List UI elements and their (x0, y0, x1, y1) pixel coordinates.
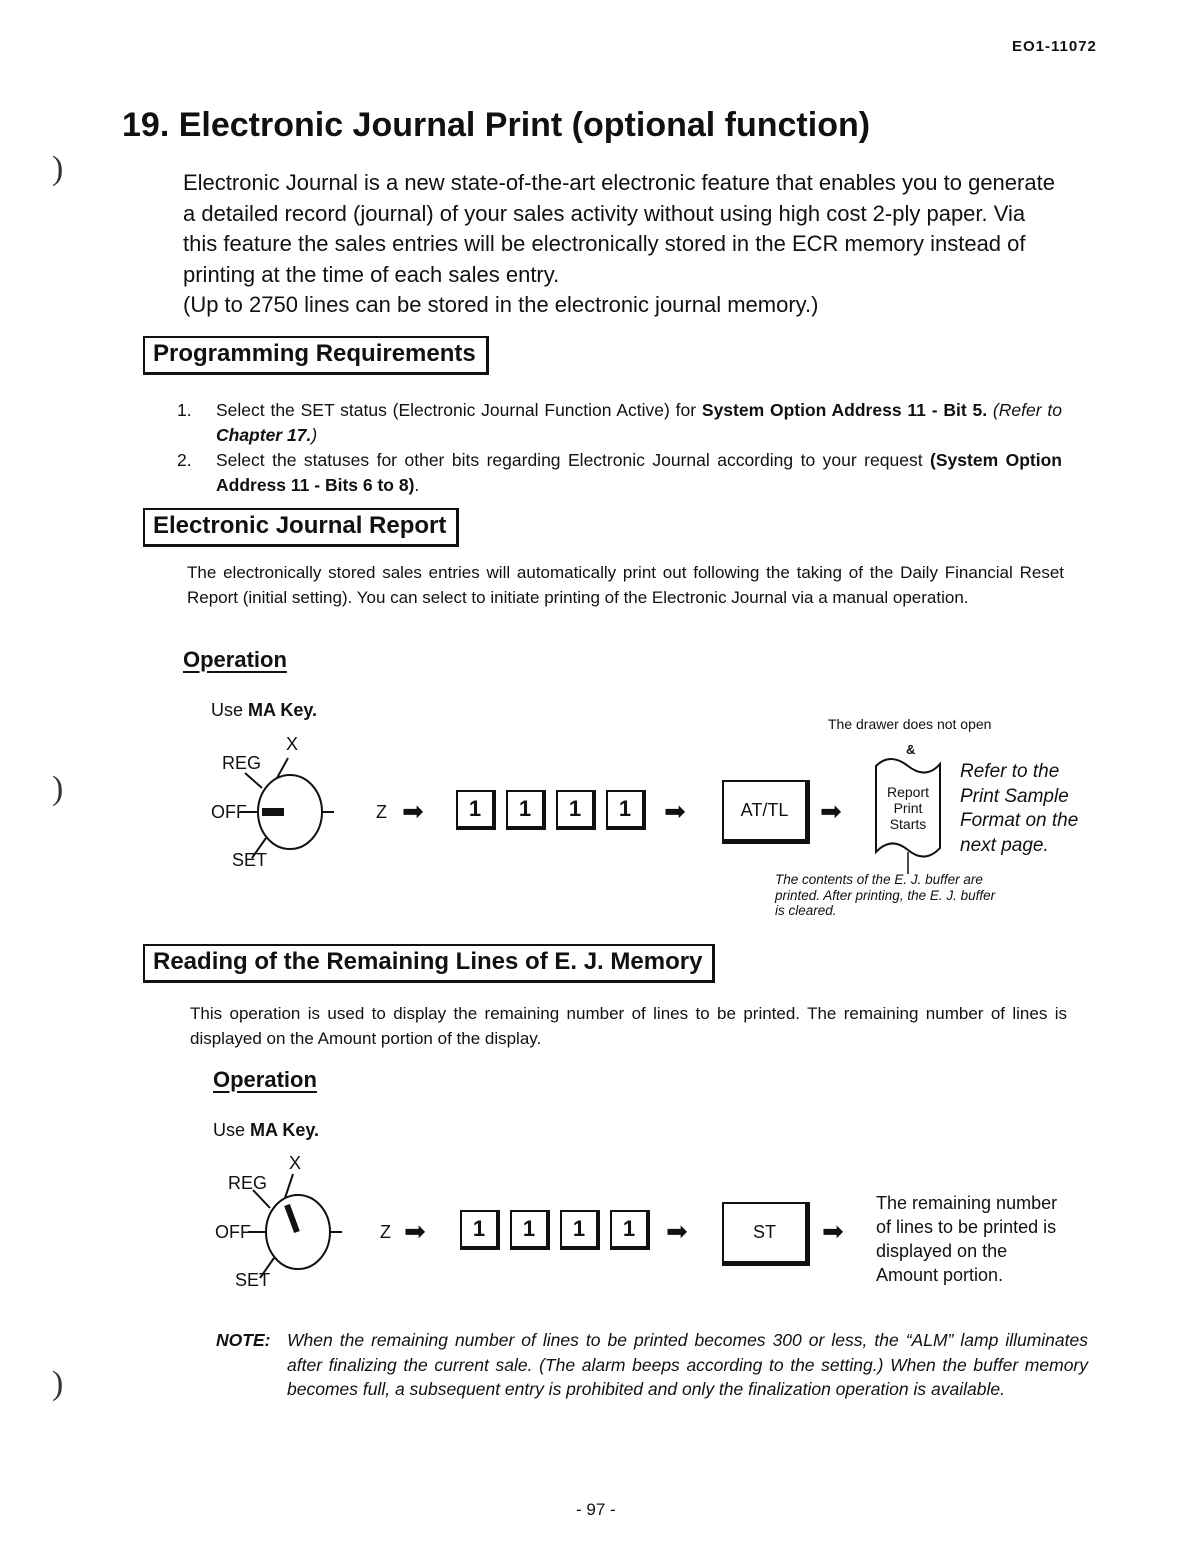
arrow-right-icon: ➡ (402, 796, 424, 826)
use-key-instruction: Use MA Key. (211, 700, 318, 720)
intro-text: Electronic Journal is a new state-of-the-art electronic feature that enables you to generate a detailed record (journal) of your sales activity without using high cost 2-ply paper. Via this feature the sales entries will be electronically stored in the ECR memory instead of printing at the time of each sales entry. (183, 170, 1055, 287)
dial-label-off: OFF (215, 1222, 251, 1242)
list-item: 2. Select the statuses for other bits regarding Electronic Journal according to your request (System Option Address 11 - Bits 6 to 8). (177, 450, 1062, 495)
arrow-right-icon: ➡ (666, 1216, 688, 1246)
dial-label-set: SET (235, 1270, 271, 1290)
dial-label-x: X (289, 1153, 302, 1173)
dial-label-reg: REG (228, 1173, 268, 1193)
operation-heading: Operation (183, 647, 287, 672)
key-1: 1 (606, 790, 646, 830)
intro-capacity: (Up to 2750 lines can be stored in the electronic journal memory.) (183, 292, 819, 317)
requirements-list (177, 398, 1062, 498)
dial-label-z: Z (380, 1222, 391, 1242)
intro-paragraph (183, 168, 1063, 321)
key-1: 1 (510, 1210, 550, 1250)
buffer-caption: The contents of the E. J. buffer are printed. After printing, the E. J. buffer is cleared. (775, 872, 996, 918)
key-1: 1 (556, 790, 596, 830)
dial-label-z: Z (376, 802, 387, 822)
key-1: 1 (610, 1210, 650, 1250)
refer-note: Refer to the Print Sample Format on the next page. (960, 761, 1079, 856)
arrow-right-icon: ➡ (820, 796, 842, 826)
arrow-right-icon: ➡ (404, 1216, 426, 1246)
binding-mark: ) (52, 1365, 64, 1402)
key-1: 1 (456, 790, 496, 830)
binding-mark: ) (52, 770, 64, 807)
dial-label-off: OFF (211, 802, 247, 822)
page-title: 19. Electronic Journal Print (optional function) (122, 106, 871, 144)
dial-label-reg: REG (222, 753, 262, 773)
ampersand: & (906, 742, 916, 757)
section-heading-ej-report: Electronic Journal Report (143, 508, 459, 547)
note (216, 1328, 1088, 1402)
paper-slip-text: Report Print Starts (886, 784, 930, 832)
key-st: ST (722, 1202, 810, 1266)
arrow-right-icon: ➡ (822, 1216, 844, 1246)
ej-report-description: The electronically stored sales entries will automatically print out following the taking of the Daily Financial Reset Report (initial setting). You can select to initiate printing of the Electronic Journal via a manual operation. (187, 563, 1064, 607)
key-1: 1 (560, 1210, 600, 1250)
note-text: When the remaining number of lines to be printed becomes 300 or less, the “ALM” lamp illuminates after finalizing the current sale. (The alarm beeps according to the setting.) When the buffer memory becomes full, a subsequent entry is prohibited and only the finalization operation is available. (287, 1330, 1088, 1399)
section-heading-remaining-lines: Reading of the Remaining Lines of E. J. Memory (143, 944, 715, 983)
use-key-instruction: Use MA Key. (213, 1120, 320, 1140)
result-note: The remaining number of lines to be printed is displayed on the Amount portion. (876, 1193, 1058, 1285)
dial-label-x: X (286, 734, 299, 754)
key-1: 1 (460, 1210, 500, 1250)
arrow-right-icon: ➡ (664, 796, 686, 826)
remaining-lines-description: This operation is used to display the remaining number of lines to be printed. The remaining number of lines is displayed on the Amount portion of the display. (190, 1004, 1067, 1048)
binding-mark: ) (52, 150, 64, 187)
section-heading-programming: Programming Requirements (143, 336, 489, 375)
note-label: NOTE: (216, 1330, 271, 1350)
document-id: EO1-11072 (1012, 38, 1097, 55)
drawer-note: The drawer does not open (828, 716, 992, 732)
list-item: 1. Select the SET status (Electronic Journal Function Active) for System Option Address 11 - Bit 5. (Refer to Chapter 17.) (177, 400, 1062, 445)
key-1: 1 (506, 790, 546, 830)
page-number: - 97 - (576, 1500, 616, 1519)
dial-label-set: SET (232, 850, 268, 870)
operation-heading: Operation (213, 1067, 317, 1092)
key-at-tl: AT/TL (722, 780, 810, 844)
